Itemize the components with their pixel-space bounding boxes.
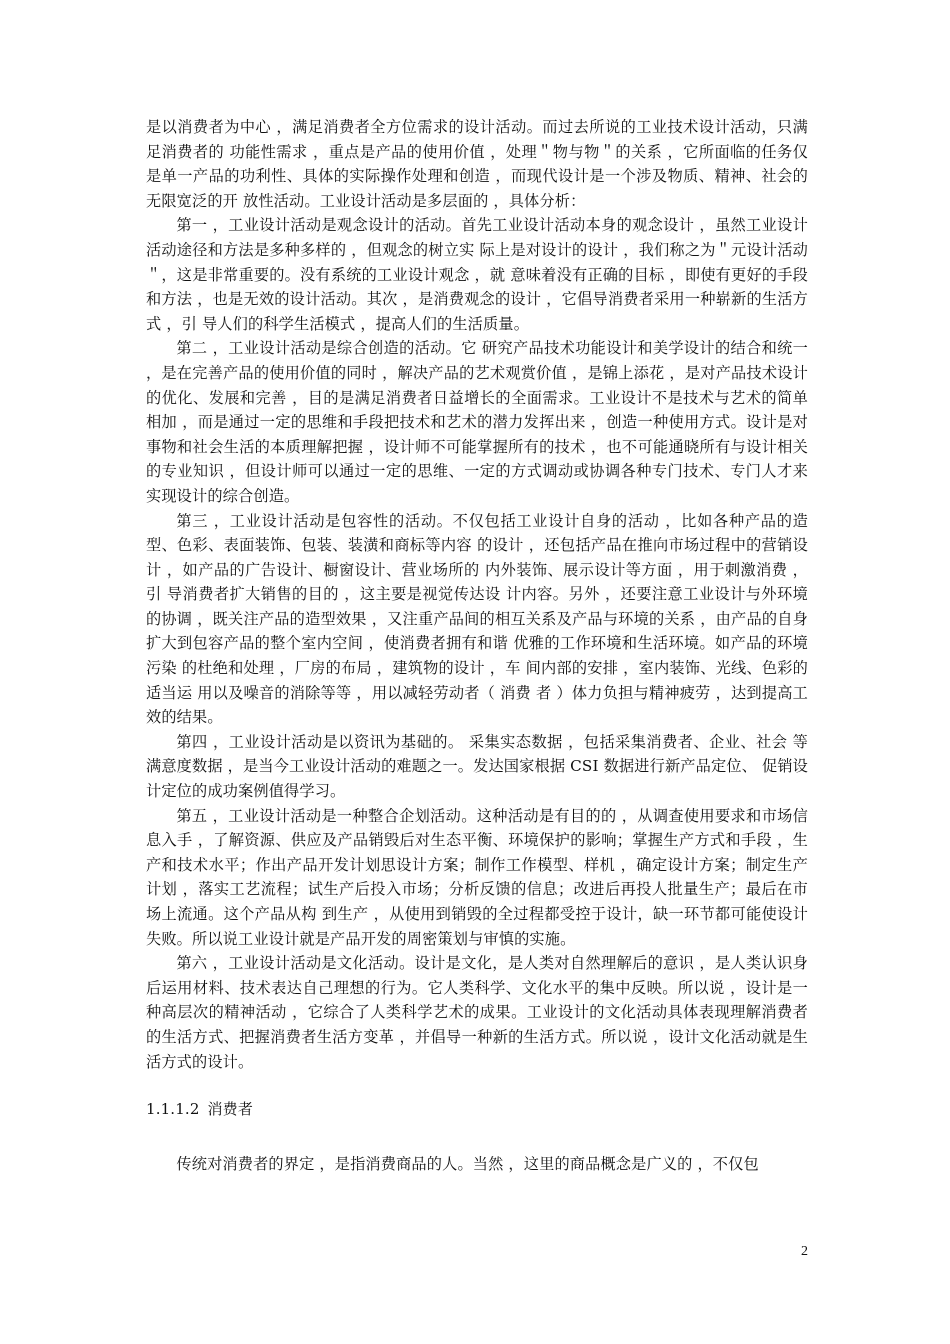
paragraph-fourth-point: 第四 ，工业设计活动是以资讯为基础的。 采集实态数据 ，包括采集消费者、企业、社会 等满意度数据 ，是当今工业设计活动的难题之一。发达国家根据 CSI 数据进行新产品定位、 促销设计定位的成功案例值得学习。 — [146, 732, 808, 801]
paragraph-sixth-point: 第六 ，工业设计活动是文化活动。设计是文化，是人类对自然理解后的意识 ，是人类认识身后运用材料、技术表达自己理想的行为。它人类科学、文化水平的集中反映。所以说 ，设计是一种高层次的精神活动 ，它综合了人类科学艺术的成果。工业设计的文化活动具体表现理解消费者的生活方式、把握消费者生活方变革 ，并倡导一种新的生活方式。所以说 ，设计文化活动就是生活方式的设计。 — [146, 954, 808, 1071]
section-number: 1.1.1.2 — [146, 1100, 200, 1119]
paragraph-fifth-point: 第五 ，工业设计活动是一种整合企划活动。这种活动是有目的的 ，从调查使用要求和市场信息入手 ，了解资源、供应及产品销毁后对生态平衡、环境保护的影响；掌握生产方式和手段 ，生产和技术水平；作出产品开发计划思设计方案；制作工作模型、样机 ，确定设计方案；制定生产计划 ，落实工艺流程；试生产后投入市场；分析反馈的信息；改进后再投人批量生产；最后在市场上流通。这个产品从构 到生产 ，从使用到销毁的全过程都受控于设计，缺一环节都可能使设计失败。所以说工业设计就是产品开发的周密策划与审慎的实施。 — [146, 806, 808, 948]
body-text — [146, 115, 808, 1176]
paragraph-first-point: 第一 ，工业设计活动是观念设计的活动。首先工业设计活动本身的观念设计 ，虽然工业设计活动途径和方法是多种多样的 ，但观念的树立实 际上是对设计的设计 ，我们称之为＂元设计活动＂，这是非常重要的。没有系统的工业设计观念 ，就 意味着没有正确的目标 ，即使有更好的手段和方法 ，也是无效的设计活动。其次 ，是消费观念的设计 ，它倡导消费者采用一种崭新的生活方式 ，引 导人们的科学生活模式 ，提高人们的生活质量。 — [146, 216, 808, 333]
page-number: 2 — [801, 1244, 808, 1259]
section-heading — [146, 1097, 808, 1122]
paragraph-second-point: 第二 ，工业设计活动是综合创造的活动。它 研究产品技术功能设计和美学设计的结合和统一 ，是在完善产品的使用价值的同时 ，解决产品的艺术观赏价值 ，是锦上添花 ，是对产品技术设计的优化、发展和完善 ，目的是满足消费者日益增长的全面需求。工业设计不是技术与艺术的简单相加 ，而是通过一定的思维和手段把技术和艺术的潜力发挥出来 ，创造一种使用方式。设计是对事物和社会生活的本质理解把握 ，设计师不可能掌握所有的技术 ，也不可能通晓所有与设计相关的专业知识 ，但设计师可以通过一定的思维、一定的方式调动或协调各种专门技术、专门人才来实现设计的综合创造。 — [146, 339, 808, 505]
section-title: 消费者 — [207, 1100, 253, 1119]
paragraph-intro: 是以消费者为中心 ，满足消费者全方位需求的设计活动。而过去所说的工业技术设计活动，只满足消费者的 功能性需求 ，重点是产品的使用价值 ，处理＂物与物＂的关系 ，它所面临的任务仅是单一产品的功利性、具体的实际操作处理和创造 ，而现代设计是一个涉及物质、精神、社会的无限宽泛的开 放性活动。工业设计活动是多层面的 ，具体分析： — [146, 118, 808, 210]
paragraph-consumer-definition: 传统对消费者的界定 ，是指消费商品的人。当然 ，这里的商品概念是广义的 ，不仅包 — [176, 1154, 759, 1173]
paragraph-third-point: 第三 ，工业设计活动是包容性的活动。不仅包括工业设计自身的活动 ，比如各种产品的造型、色彩、表面装饰、包装、装潢和商标等内容 的设计 ，还包括产品在推向市场过程中的营销设计 ，如产品的广告设计、橱窗设计、营业场所的 内外装饰、展示设计等方面 ，用于刺激消费 ，引 导消费者扩大销售的目的 ，这主要是视觉传达设 计内容。另外 ，还要注意工业设计与外环境的协调 ，既关注产品的造型效果 ，又注重产品间的相互关系及产品与环境的关系 ，由产品的自身扩大到包容产品的整个室内空间 ，使消费者拥有和谐 优雅的工作环境和生活环境。如产品的环境污染 的杜绝和处理 ，厂房的布局 ，建筑物的设计 ，车 间内部的安排 ，室内装饰、光线、色彩的适当运 用以及噪音的消除等等 ，用以减轻劳动者（ 消费 者 ）体力负担与精神疲劳 ，达到提高工效的结果。 — [146, 511, 808, 727]
